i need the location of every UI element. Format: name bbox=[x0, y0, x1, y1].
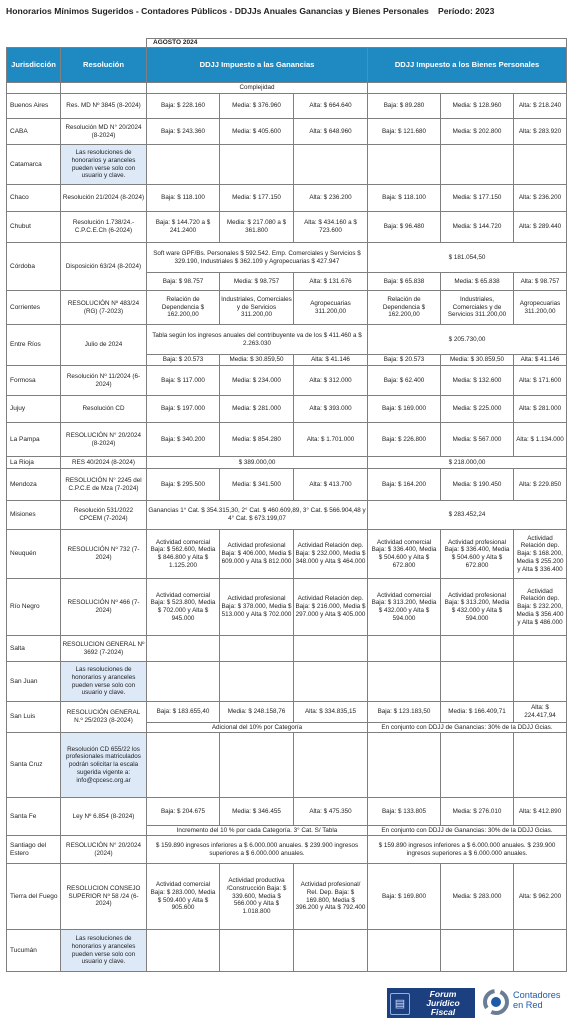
ganancias-cell: Relación de Dependencia $ 162.200,00 bbox=[147, 291, 220, 325]
fees-table bbox=[6, 38, 567, 972]
ganancias-cell: $ 389.000,00 bbox=[147, 457, 368, 469]
ganancias-cell: Baja: $ 243.360 bbox=[147, 119, 220, 145]
jurisdiction-cell: Santa Fe bbox=[7, 798, 61, 836]
month-label: AGOSTO 2024 bbox=[147, 39, 567, 48]
bienes-cell: Media: $ 202.800 bbox=[441, 119, 514, 145]
bienes-cell: Alta: $ 236.200 bbox=[514, 185, 567, 212]
resolution-cell: Julio de 2024 bbox=[61, 325, 147, 366]
bienes-cell: Baja: $ 20.573 bbox=[368, 355, 441, 366]
table-row bbox=[7, 291, 567, 325]
bienes-cell: Baja: $ 96.480 bbox=[368, 212, 441, 243]
ganancias-cell: Actividad Relación dep. Baja: $ 216.000, Media $ 297.000 y Alta $ 405.000 bbox=[294, 579, 368, 636]
bienes-cell: Alta: $ 412.890 bbox=[514, 798, 567, 826]
bienes-cell: Media: $ 177.150 bbox=[441, 185, 514, 212]
bienes-note-cell: $ 205.730,00 bbox=[368, 325, 567, 355]
resolution-note-cell: Resolución CD 655/22 los profesionales matriculados podrán solicitar la escala sugerida vigente a: info@cpcesc.org.ar bbox=[61, 733, 147, 798]
jurisdiction-cell: Córdoba bbox=[7, 243, 61, 291]
resolution-cell: Resolución 531/2022 CPCEM (7-2024) bbox=[61, 501, 147, 530]
ganancias-cell: Actividad comercial Baja: $ 523.800, Media $ 702.000 y Alta $ 945.000 bbox=[147, 579, 220, 636]
ganancias-cell: Alta: $ 312.000 bbox=[294, 366, 368, 396]
table-row bbox=[7, 366, 567, 396]
bienes-cell: Alta: $ 224.417,94 bbox=[514, 702, 567, 723]
ganancias-cell: Media: $ 234.000 bbox=[220, 366, 294, 396]
bienes-cell: Alta: $ 171.600 bbox=[514, 366, 567, 396]
bienes-cell: Alta: $ 229.850 bbox=[514, 469, 567, 501]
jurisdiction-cell: Chaco bbox=[7, 185, 61, 212]
table-row bbox=[7, 636, 567, 662]
ganancias-cell: Media: $ 98.757 bbox=[220, 273, 294, 291]
ganancias-cell: Baja: $ 197.000 bbox=[147, 396, 220, 423]
month-row bbox=[7, 39, 567, 48]
page-title: Honorarios Mínimos Sugeridos - Contadores Públicos - DDJJs Anuales Ganancias y Bienes Personales bbox=[6, 6, 429, 16]
ganancias-cell: Baja: $ 118.100 bbox=[147, 185, 220, 212]
ganancias-cell: Alta: $ 664.640 bbox=[294, 94, 368, 119]
bienes-cell: Baja: $ 169.800 bbox=[368, 864, 441, 930]
bienes-cell: Media: $ 283.000 bbox=[441, 864, 514, 930]
ganancias-note-cell: $ 159.890 ingresos inferiores a $ 6.000.000 anuales. $ 239.900 ingresos superiores a $ 6.000.000 anuales. bbox=[147, 836, 368, 864]
ganancias-cell: Industriales, Comerciales y de Servicios 311.200,00 bbox=[220, 291, 294, 325]
jurisdiction-cell: Catamarca bbox=[7, 145, 61, 185]
resolution-cell: RESOLUCIÓN N° 20/2024 (8-2024) bbox=[61, 423, 147, 457]
table-row bbox=[7, 185, 567, 212]
resolution-note-cell: Las resoluciones de honorarios y aranceles pueden verse solo con usuario y clave. bbox=[61, 145, 147, 185]
table-header bbox=[7, 48, 567, 83]
ganancias-note-cell: Adicional del 10% por Categoría bbox=[147, 723, 368, 733]
header-resolucion: Resolución bbox=[61, 48, 147, 83]
bienes-cell: Alta: $ 98.757 bbox=[514, 273, 567, 291]
jurisdiction-cell: Formosa bbox=[7, 366, 61, 396]
table-row bbox=[7, 702, 567, 723]
ganancias-cell: Alta: $ 434.160 a $ 723.600 bbox=[294, 212, 368, 243]
bienes-cell: Actividad profesional Baja: $ 313.200, Media $ 432.000 y Alta $ 594.000 bbox=[441, 579, 514, 636]
resolution-cell: Resolución 1.738/24.- C.P.C.E.Ch (6-2024) bbox=[61, 212, 147, 243]
resolution-cell: Ley Nº 6.854 (8-2024) bbox=[61, 798, 147, 836]
bienes-cell: Media: $ 166.409,71 bbox=[441, 702, 514, 723]
resolution-note-cell: Las resoluciones de honorarios y aranceles pueden verse solo con usuario y clave. bbox=[61, 930, 147, 972]
ganancias-cell: Alta: $ 393.000 bbox=[294, 396, 368, 423]
ganancias-cell: Media: $ 217.080 a $ 361.800 bbox=[220, 212, 294, 243]
ganancias-cell: Baja: $ 20.573 bbox=[147, 355, 220, 366]
ganancias-cell: Actividad comercial Baja: $ 283.000, Media $ 509.400 y Alta $ 905.600 bbox=[147, 864, 220, 930]
table-row bbox=[7, 94, 567, 119]
bienes-cell: Media: $ 190.450 bbox=[441, 469, 514, 501]
bienes-note-cell: En conjunto con DDJJ de Ganancias: 30% de la DDJJ Gcias. bbox=[368, 826, 567, 836]
ganancias-cell: Alta: $ 41.146 bbox=[294, 355, 368, 366]
jurisdiction-cell: Corrientes bbox=[7, 291, 61, 325]
jurisdiction-cell: San Juan bbox=[7, 662, 61, 702]
bienes-cell: Baja: $ 226.800 bbox=[368, 423, 441, 457]
table-row bbox=[7, 733, 567, 798]
resolution-cell: Resolución 21/2024 (8-2024) bbox=[61, 185, 147, 212]
table-row bbox=[7, 243, 567, 273]
ganancias-cell: Actividad comercial Baja: $ 562.600, Media $ 846.800 y Alta $ 1.125.200 bbox=[147, 530, 220, 579]
bienes-cell: Actividad Relación dep. Baja: $ 168.200, Media $ 255.200 y Alta $ 336.400 bbox=[514, 530, 567, 579]
bienes-cell: Media: $ 30.859,50 bbox=[441, 355, 514, 366]
table-row bbox=[7, 836, 567, 864]
ganancias-cell: Alta: $ 475.350 bbox=[294, 798, 368, 826]
header-ganancias: DDJJ Impuesto a las Ganancias bbox=[147, 48, 368, 83]
bienes-cell: Baja: $ 164.200 bbox=[368, 469, 441, 501]
resolution-cell: Resolución CD bbox=[61, 396, 147, 423]
bienes-cell: Actividad comercial Baja: $ 336.400, Media $ 504.600 y Alta $ 672.800 bbox=[368, 530, 441, 579]
ganancias-note-cell: Ganancias 1° Cat. $ 354.315,30, 2° Cat. $ 460.609,89, 3° Cat. $ 566.904,48 y 4° Cat. $ 673.199,07 bbox=[147, 501, 368, 530]
resolution-note-cell: Las resoluciones de honorarios y aranceles pueden verse solo con usuario y clave. bbox=[61, 662, 147, 702]
forum-juridico-fiscal-logo: ▤ Forum Jurídico Fiscal bbox=[387, 988, 475, 1018]
ganancias-cell: Alta: $ 131.676 bbox=[294, 273, 368, 291]
resolution-cell: RESOLUCIÓN Nº 483/24 (RG) (7-2023) bbox=[61, 291, 147, 325]
bienes-cell: Baja: $ 123.183,50 bbox=[368, 702, 441, 723]
resolution-cell: RESOLUCIÓN GENERAL N.º 25/2023 (8-2024) bbox=[61, 702, 147, 733]
ganancias-cell: Media: $ 177.150 bbox=[220, 185, 294, 212]
ganancias-note-cell: Soft ware GPF/Bs. Personales $ 592.542. Emp. Comerciales y Servicios $ 329.190, Industriales $ 362.109 y Agropecuarias $ 427.947 bbox=[147, 243, 368, 273]
bienes-cell: Baja: $ 133.805 bbox=[368, 798, 441, 826]
jurisdiction-cell: Mendoza bbox=[7, 469, 61, 501]
table-row bbox=[7, 501, 567, 530]
ganancias-cell: Alta: $ 1.701.000 bbox=[294, 423, 368, 457]
bienes-cell: Relación de Dependencia $ 162.200,00 bbox=[368, 291, 441, 325]
ganancias-cell: Baja: $ 183.655,40 bbox=[147, 702, 220, 723]
footer-logos bbox=[387, 985, 567, 1021]
ganancias-cell: Actividad profesional/ Rel. Dep. Baja: $ 169.800, Media $ 396.200 y Alta $ 792.400 bbox=[294, 864, 368, 930]
bienes-cell: Baja: $ 62.400 bbox=[368, 366, 441, 396]
resolution-cell: Res. MD Nº 3845 (8-2024) bbox=[61, 94, 147, 119]
jurisdiction-cell: Santiago del Estero bbox=[7, 836, 61, 864]
ganancias-cell: Baja: $ 295.500 bbox=[147, 469, 220, 501]
jurisdiction-cell: Chubut bbox=[7, 212, 61, 243]
ganancias-cell: Baja: $ 144.720 a $ 241.2400 bbox=[147, 212, 220, 243]
period-label: Período: 2023 bbox=[438, 6, 495, 16]
page-header bbox=[6, 6, 566, 20]
resolution-cell: RESOLUCIÓN N° 2245 del C.P.C.E de Mza (7-2024) bbox=[61, 469, 147, 501]
jurisdiction-cell: San Luis bbox=[7, 702, 61, 733]
table-row bbox=[7, 457, 567, 469]
ganancias-cell: Baja: $ 228.160 bbox=[147, 94, 220, 119]
table-row bbox=[7, 579, 567, 636]
contadores-en-red-logo: Contadores en Red bbox=[482, 985, 567, 1021]
table-row bbox=[7, 145, 567, 185]
bienes-cell: Media: $ 276.010 bbox=[441, 798, 514, 826]
resolution-cell: RESOLUCIÓN Nº 466 (7-2024) bbox=[61, 579, 147, 636]
ganancias-cell: Alta: $ 236.200 bbox=[294, 185, 368, 212]
bienes-cell: Media: $ 567.000 bbox=[441, 423, 514, 457]
book-icon: ▤ bbox=[390, 993, 410, 1015]
resolution-cell: RESOLUCIÓN N° 20/2024 (2024) bbox=[61, 836, 147, 864]
jurisdiction-cell: Tucumán bbox=[7, 930, 61, 972]
ganancias-cell: Media: $ 376.960 bbox=[220, 94, 294, 119]
table-row bbox=[7, 798, 567, 826]
bienes-note-cell: $ 181.054,50 bbox=[368, 243, 567, 273]
resolution-cell: RESOLUCIÓN Nº 732 (7-2024) bbox=[61, 530, 147, 579]
bienes-cell: Baja: $ 65.838 bbox=[368, 273, 441, 291]
ganancias-cell: Media: $ 248.158,76 bbox=[220, 702, 294, 723]
ganancias-cell: Alta: $ 648.960 bbox=[294, 119, 368, 145]
ganancias-note-cell: Incremento del 10 % por cada Categoría. 3° Cat. S/ Tabla bbox=[147, 826, 368, 836]
complexity-row bbox=[7, 83, 567, 94]
bienes-note-cell: En conjunto con DDJJ de Ganancias: 30% de la DDJJ Gcias. bbox=[368, 723, 567, 733]
bienes-cell: Alta: $ 41.146 bbox=[514, 355, 567, 366]
table-row bbox=[7, 423, 567, 457]
bienes-cell: Media: $ 225.000 bbox=[441, 396, 514, 423]
ganancias-cell: Baja: $ 204.675 bbox=[147, 798, 220, 826]
jurisdiction-cell: La Rioja bbox=[7, 457, 61, 469]
table-row bbox=[7, 530, 567, 579]
bienes-cell: Baja: $ 121.680 bbox=[368, 119, 441, 145]
bienes-cell: Actividad comercial Baja: $ 313.200, Media $ 432.000 y Alta $ 594.000 bbox=[368, 579, 441, 636]
table-row bbox=[7, 119, 567, 145]
ganancias-cell: Agropecuarias 311.200,00 bbox=[294, 291, 368, 325]
resolution-cell: Resolución Nº 11/2024 (6-2024) bbox=[61, 366, 147, 396]
bienes-cell: Alta: $ 281.000 bbox=[514, 396, 567, 423]
resolution-cell: Disposición 63/24 (8-2024) bbox=[61, 243, 147, 291]
table-row bbox=[7, 212, 567, 243]
ganancias-cell: Actividad productiva /Construcción Baja: $ 339.600, Media $ 566.000 y Alta $ 1.018.800 bbox=[220, 864, 294, 930]
jurisdiction-cell: CABA bbox=[7, 119, 61, 145]
jurisdiction-cell: La Pampa bbox=[7, 423, 61, 457]
jurisdiction-cell: Jujuy bbox=[7, 396, 61, 423]
bienes-cell: Alta: $ 1.134.000 bbox=[514, 423, 567, 457]
resolution-cell: RESOLUCION CONSEJO SUPERIOR Nº 58 /24 (6-2024) bbox=[61, 864, 147, 930]
ganancias-cell: Baja: $ 98.757 bbox=[147, 273, 220, 291]
bienes-cell: Actividad Relación dep. Baja: $ 232.200, Media $ 356.400 y Alta $ 486.000 bbox=[514, 579, 567, 636]
ganancias-cell: Media: $ 30.859,50 bbox=[220, 355, 294, 366]
table-row bbox=[7, 930, 567, 972]
bienes-cell: Alta: $ 289.440 bbox=[514, 212, 567, 243]
bienes-cell: Alta: $ 218.240 bbox=[514, 94, 567, 119]
complexity-label: Complejidad bbox=[147, 83, 368, 94]
header-bienes: DDJJ Impuesto a los Bienes Personales bbox=[368, 48, 567, 83]
ganancias-note-cell: Tabla según los ingresos anuales del contribuyente va de los $ 411.460 a $ 2.263.030 bbox=[147, 325, 368, 355]
bienes-cell: Media: $ 144.720 bbox=[441, 212, 514, 243]
table-row bbox=[7, 662, 567, 702]
header-jurisdiccion: Jurisdicción bbox=[7, 48, 61, 83]
ganancias-cell: Actividad Relación dep. Baja: $ 232.000, Media $ 348.000 y Alta $ 464.000 bbox=[294, 530, 368, 579]
ganancias-cell: Actividad profesional Baja: $ 378.000, Media $ 513.000 y Alta $ 702.000 bbox=[220, 579, 294, 636]
resolution-cell: RESOLUCION GENERAL Nº 3692 (7-2024) bbox=[61, 636, 147, 662]
ganancias-cell: Media: $ 854.280 bbox=[220, 423, 294, 457]
network-ring-icon bbox=[482, 988, 510, 1016]
bienes-cell: Actividad profesional Baja: $ 336.400, Media $ 504.600 y Alta $ 672.800 bbox=[441, 530, 514, 579]
ganancias-cell: Alta: $ 413.700 bbox=[294, 469, 368, 501]
jurisdiction-cell: Entre Ríos bbox=[7, 325, 61, 366]
bienes-cell: Baja: $ 89.280 bbox=[368, 94, 441, 119]
resolution-cell: RES 40/2024 (8-2024) bbox=[61, 457, 147, 469]
jurisdiction-cell: Santa Cruz bbox=[7, 733, 61, 798]
bienes-cell: $ 218.000,00 bbox=[368, 457, 567, 469]
ganancias-cell: Media: $ 341.500 bbox=[220, 469, 294, 501]
bienes-cell: Agropecuarias 311.200,00 bbox=[514, 291, 567, 325]
ganancias-cell: Alta: $ 334.835,15 bbox=[294, 702, 368, 723]
bienes-note-cell: $ 283.452,24 bbox=[368, 501, 567, 530]
jurisdiction-cell: Buenos Aires bbox=[7, 94, 61, 119]
jurisdiction-cell: Río Negro bbox=[7, 579, 61, 636]
ganancias-cell: Media: $ 281.000 bbox=[220, 396, 294, 423]
table-row bbox=[7, 469, 567, 501]
ganancias-cell: Actividad profesional Baja: $ 406.000, Media $ 609.000 y Alta $ 812.000 bbox=[220, 530, 294, 579]
bienes-cell: Baja: $ 118.100 bbox=[368, 185, 441, 212]
bienes-cell: Baja: $ 169.000 bbox=[368, 396, 441, 423]
bienes-cell: Alta: $ 962.200 bbox=[514, 864, 567, 930]
bienes-cell: Media: $ 128.960 bbox=[441, 94, 514, 119]
ganancias-cell: Media: $ 346.455 bbox=[220, 798, 294, 826]
jurisdiction-cell: Tierra del Fuego bbox=[7, 864, 61, 930]
bienes-cell: Media: $ 132.600 bbox=[441, 366, 514, 396]
resolution-cell: Resolución MD N° 20/2024 (8-2024) bbox=[61, 119, 147, 145]
bienes-note-cell: $ 159.890 ingresos inferiores a $ 6.000.000 anuales. $ 239.900 ingresos superiores a $ 6.000.000 anuales. bbox=[368, 836, 567, 864]
bienes-cell: Industriales, Comerciales y de Servicios 311.200,00 bbox=[441, 291, 514, 325]
jurisdiction-cell: Misiones bbox=[7, 501, 61, 530]
jurisdiction-cell: Neuquén bbox=[7, 530, 61, 579]
ganancias-cell: Baja: $ 340.200 bbox=[147, 423, 220, 457]
table-row bbox=[7, 864, 567, 930]
table-row bbox=[7, 396, 567, 423]
table-row bbox=[7, 325, 567, 355]
bienes-cell: Alta: $ 283.920 bbox=[514, 119, 567, 145]
ganancias-cell: Media: $ 405.600 bbox=[220, 119, 294, 145]
jurisdiction-cell: Salta bbox=[7, 636, 61, 662]
bienes-cell: Media: $ 65.838 bbox=[441, 273, 514, 291]
ganancias-cell: Baja: $ 117.000 bbox=[147, 366, 220, 396]
